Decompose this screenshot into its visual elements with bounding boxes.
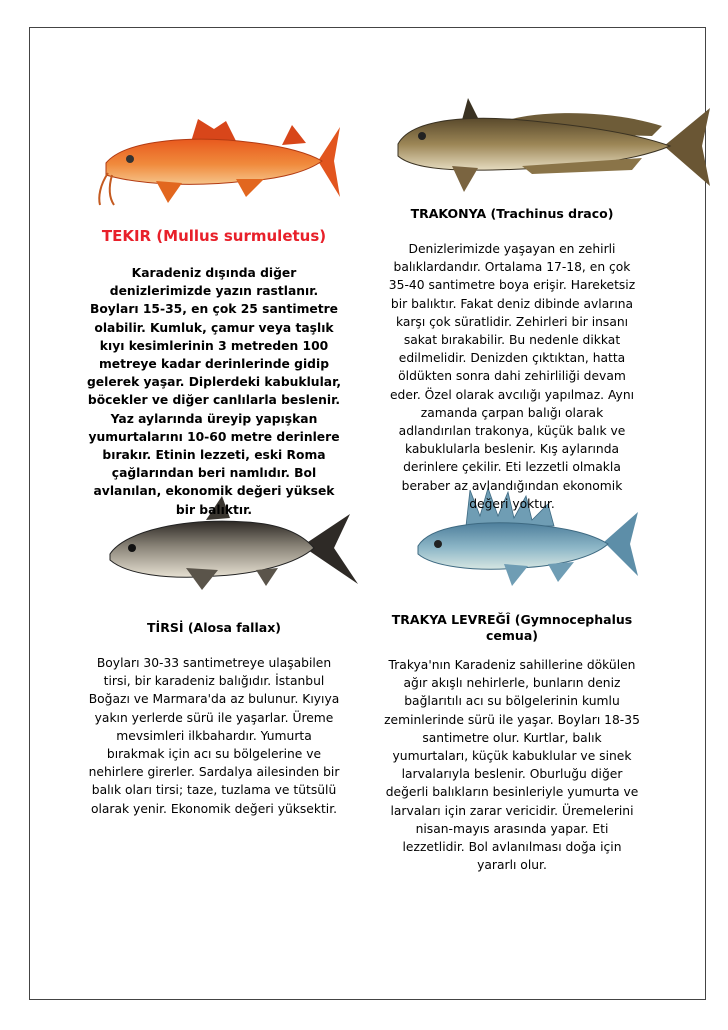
trakonya-section: [384, 206, 640, 513]
tirsi-title: TİRSİ (Alosa fallax): [147, 620, 281, 635]
weever-fish-illustration: [392, 96, 714, 206]
tirsi-section: [86, 620, 342, 818]
trakya-levregi-title: TRAKYA LEVREĞÎ (Gymnocephalus cemua): [391, 612, 633, 643]
red-mullet-illustration: [86, 105, 342, 215]
tekir-title: TEKIR (Mullus surmuletus): [101, 227, 327, 245]
trakonya-text: Denizlerimizde yaşayan en zehirli balıklardandır. Ortalama 17-18, en çok 35-40 santimetre boya erişir. Hareketsiz bir balıktır. Fakat deniz dibinde avlarına karşı çok süratlidir. Zehirleri bir insanı sakat bırakabilir. Bu nedenle dikkat edilmelidir. Denizden çıktıktan, hatta öldükten sonra dahi zehirliliği devam eder. Özel olarak avcılığı yapılmaz. Aynı zamanda çarpan balığı olarak adlandırılan trakonya, küçük balık ve kabuklularla beslenir. Kış aylarında derinlere çekilir. Eti lezzetli olmakla beraber az avlandığından ekonomik değeri yoktur.: [388, 242, 636, 511]
trakonya-title: TRAKONYA (Trachinus draco): [410, 206, 614, 221]
trakya-levregi-section: [384, 612, 640, 874]
tirsi-text: Boyları 30-33 santimetreye ulaşabilen tirsi, bir karadeniz balığıdır. İstanbul Boğazı ve Marmara'da az bulunur. Kıyıya yakın yerlerde sürü ile yaşarlar. Üreme mevsimleri ilkbahardır. Yumurta bırakmak için acı su bölgelerine ve nehirlere girerler. Sardalya ailesinden bir balık oları tirsi; taze, tuzlama ve tütsülü olarak yenir. Ekonomik değeri yüksektir.: [88, 656, 340, 816]
trakya-levregi-text: Trakya'nın Karadeniz sahillerine dökülen ağır akışlı nehirlerle, bunların deniz bağlarıtılı acı su bölgelerinin kumlu zeminlerinde sürü ile yaşar. Boyları 18-35 santimetre olur. Kurtlar, balık yumurtaları, küçük kabuklular ve sinek larvalarıyla beslenir. Oburluğu diğer değerli balıkların besinleriyle yumurta ve larvaları için zarar vericidir. Üremelerini nisan-mayıs arasında yapar. Eti lezzetlidir. Bol avlanılması doğa için yararlı olur.: [384, 658, 640, 873]
tekir-section: [86, 228, 342, 519]
tekir-text: Karadeniz dışında diğer denizlerimizde yazın rastlanır. Boyları 15-35, en çok 25 santimetre olabilir. Kumluk, çamur veya taşlık kıyı kesimlerinin 3 metreden 100 metreye kadar derinlerinde gidip gelerek yaşar. Diplerdeki kabuklular, böcekler ve diğer canlılarla beslenir. Yaz aylarında üreyip yapışkan yumurtalarını 10-60 metre derinlere bırakır. Etinin lezzeti, eski Roma çağlarından beri namlıdır. Bol avlanılan, ekonomik değeri yüksek bir balıktır.: [86, 266, 342, 517]
